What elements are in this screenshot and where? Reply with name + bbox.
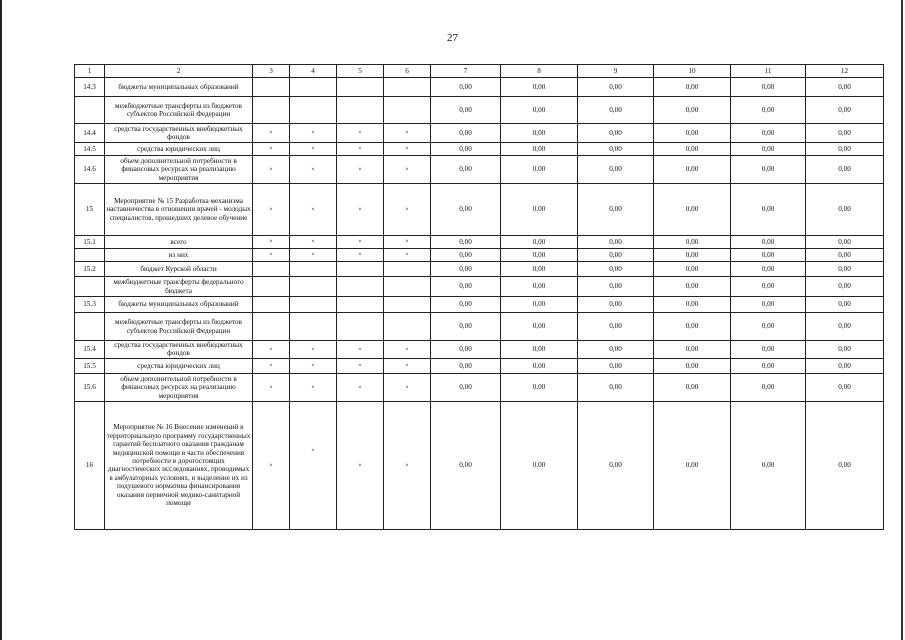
cross-mark-cell [384,97,431,124]
table-row [75,249,884,262]
amount-cell: 0,00 [654,262,731,277]
amount-cell: 0,00 [731,277,806,297]
amount-cell: 0,00 [654,401,731,529]
cross-mark: × [405,130,409,137]
row-description: бюджет Курской области [105,262,253,277]
cross-mark-cell [337,313,384,341]
page-number: 27 [447,32,458,44]
cross-mark: × [269,363,273,370]
row-number [75,249,105,262]
table-row [75,401,884,529]
page-edge-right [901,0,903,640]
cross-mark: × [311,346,315,353]
cross-mark: × [405,239,409,246]
row-description: межбюджетные трансферты федерального бюджета [105,277,253,297]
cross-mark: × [269,206,273,213]
cross-mark-cell [290,262,337,277]
amount-cell: 0,00 [431,373,501,401]
row-description: объем дополнительной потребности в финансовых ресурсах на реализацию мероприятия [105,373,253,401]
row-description: бюджеты муниципальных образований [105,297,253,313]
cross-mark-cell [290,124,337,143]
cross-mark-cell [337,262,384,277]
amount-cell: 0,00 [578,297,654,313]
amount-cell: 0,00 [654,184,731,236]
cross-mark-cell [337,373,384,401]
cross-mark: × [358,346,362,353]
cross-mark-cell [253,297,290,313]
amount-cell: 0,00 [654,297,731,313]
amount-cell: 0,00 [731,97,806,124]
amount-cell: 0,00 [731,297,806,313]
cross-mark: × [405,462,409,469]
amount-cell: 0,00 [501,358,578,373]
amount-cell: 0,00 [578,78,654,97]
amount-cell: 0,00 [431,124,501,143]
amount-cell: 0,00 [731,313,806,341]
row-number: 16 [75,401,105,529]
column-header: 8 [501,65,578,78]
amount-cell: 0,00 [431,297,501,313]
amount-cell: 0,00 [431,156,501,184]
cross-mark-cell [384,401,431,529]
cross-mark-cell [337,78,384,97]
cross-mark: × [311,239,315,246]
amount-cell: 0,00 [731,156,806,184]
row-description: Мероприятие № 16 Внесение изменений в территориальную программу государственных гарантий бесплатного оказания гражданам медицинской помощи в части обеспечения потребности в дорогостоящих диагностических исследованиях, проводимых в амбулаторных условиях, и выделение их из подушевого норматива финансирования оказания первичной медико-санитарной помощи [105,401,253,529]
cross-mark-cell [290,358,337,373]
cross-mark: × [405,206,409,213]
amount-cell: 0,00 [731,401,806,529]
amount-cell: 0,00 [501,124,578,143]
table-row [75,313,884,341]
cross-mark: × [358,384,362,391]
amount-cell: 0,00 [501,401,578,529]
amount-cell: 0,00 [654,249,731,262]
cross-mark-cell [384,297,431,313]
table-row [75,373,884,401]
table-row [75,341,884,359]
row-number: 15.3 [75,297,105,313]
amount-cell: 0,00 [654,236,731,249]
row-description: из них [105,249,253,262]
amount-cell: 0,00 [501,373,578,401]
amount-cell: 0,00 [431,236,501,249]
cross-mark-cell [384,78,431,97]
row-description: средства юридических лиц [105,358,253,373]
amount-cell: 0,00 [806,401,884,529]
column-header: 6 [384,65,431,78]
amount-cell: 0,00 [806,184,884,236]
column-header: 7 [431,65,501,78]
cross-mark: × [311,206,315,213]
cross-mark-cell [253,124,290,143]
table-body [75,65,884,530]
amount-cell: 0,00 [578,124,654,143]
amount-cell: 0,00 [501,341,578,359]
amount-cell: 0,00 [578,277,654,297]
row-number: 15.6 [75,373,105,401]
amount-cell: 0,00 [806,97,884,124]
amount-cell: 0,00 [501,262,578,277]
row-number: 14.3 [75,78,105,97]
cross-mark-cell [253,184,290,236]
row-description: всего [105,236,253,249]
amount-cell: 0,00 [578,262,654,277]
cross-mark: × [311,448,315,455]
amount-cell: 0,00 [731,78,806,97]
row-description: средства юридических лиц [105,143,253,156]
cross-mark: × [358,239,362,246]
cross-mark: × [358,130,362,137]
amount-cell: 0,00 [806,143,884,156]
column-header: 12 [806,65,884,78]
table-row [75,124,884,143]
cross-mark: × [269,384,273,391]
row-number: 15.4 [75,341,105,359]
amount-cell: 0,00 [654,313,731,341]
cross-mark-cell [337,184,384,236]
cross-mark-cell [384,124,431,143]
amount-cell: 0,00 [806,124,884,143]
cross-mark-cell [290,156,337,184]
cross-mark: × [405,384,409,391]
cross-mark-cell [384,156,431,184]
amount-cell: 0,00 [731,236,806,249]
cross-mark-cell [384,358,431,373]
cross-mark: × [269,239,273,246]
cross-mark-cell [337,297,384,313]
amount-cell: 0,00 [431,277,501,297]
amount-cell: 0,00 [654,143,731,156]
amount-cell: 0,00 [806,262,884,277]
cross-mark-cell [253,277,290,297]
row-number: 15.2 [75,262,105,277]
table-row [75,184,884,236]
cross-mark-cell [337,277,384,297]
amount-cell: 0,00 [806,313,884,341]
cross-mark-cell [290,184,337,236]
cross-mark: × [269,346,273,353]
amount-cell: 0,00 [654,373,731,401]
amount-cell: 0,00 [578,249,654,262]
column-header: 1 [75,65,105,78]
cross-mark-cell [384,143,431,156]
cross-mark-cell [337,358,384,373]
amount-cell: 0,00 [431,143,501,156]
cross-mark-cell [290,313,337,341]
amount-cell: 0,00 [806,373,884,401]
cross-mark: × [358,146,362,153]
cross-mark-cell [384,262,431,277]
cross-mark-cell [253,249,290,262]
cross-mark: × [269,462,273,469]
cross-mark-cell [290,341,337,359]
column-header: 4 [290,65,337,78]
cross-mark: × [311,252,315,259]
table-row [75,297,884,313]
amount-cell: 0,00 [578,184,654,236]
cross-mark-cell [253,358,290,373]
table-row [75,236,884,249]
amount-cell: 0,00 [654,277,731,297]
amount-cell: 0,00 [806,358,884,373]
amount-cell: 0,00 [806,249,884,262]
cross-mark: × [405,346,409,353]
row-number: 15 [75,184,105,236]
row-description: средства государственных внебюджетных фондов [105,341,253,359]
cross-mark-cell [253,97,290,124]
table-row [75,143,884,156]
table-row [75,97,884,124]
row-description: межбюджетные трансферты из бюджетов субъектов Российской Федерации [105,313,253,341]
column-header: 5 [337,65,384,78]
cross-mark-cell [290,97,337,124]
cross-mark-cell [384,249,431,262]
amount-cell: 0,00 [501,313,578,341]
cross-mark-cell [384,373,431,401]
column-header: 3 [253,65,290,78]
amount-cell: 0,00 [578,341,654,359]
page-edge-left [0,0,2,640]
column-header: 11 [731,65,806,78]
cross-mark-cell [337,341,384,359]
amount-cell: 0,00 [654,341,731,359]
cross-mark-cell [337,249,384,262]
cross-mark-cell [337,236,384,249]
cross-mark-cell [290,249,337,262]
amount-cell: 0,00 [578,156,654,184]
column-header: 9 [578,65,654,78]
amount-cell: 0,00 [731,124,806,143]
cross-mark-cell [384,277,431,297]
amount-cell: 0,00 [431,358,501,373]
cross-mark-cell [253,373,290,401]
amount-cell: 0,00 [431,341,501,359]
amount-cell: 0,00 [578,373,654,401]
amount-cell: 0,00 [578,236,654,249]
amount-cell: 0,00 [731,341,806,359]
table-row [75,358,884,373]
amount-cell: 0,00 [578,313,654,341]
cross-mark-cell [290,277,337,297]
amount-cell: 0,00 [501,236,578,249]
amount-cell: 0,00 [578,358,654,373]
amount-cell: 0,00 [806,78,884,97]
cross-mark-cell [337,156,384,184]
row-description: объем дополнительной потребности в финансовых ресурсах на реализацию мероприятия [105,156,253,184]
cross-mark-cell [337,401,384,529]
cross-mark-cell [253,143,290,156]
amount-cell: 0,00 [501,297,578,313]
amount-cell: 0,00 [578,143,654,156]
amount-cell: 0,00 [431,401,501,529]
amount-cell: 0,00 [431,97,501,124]
amount-cell: 0,00 [806,236,884,249]
amount-cell: 0,00 [431,262,501,277]
cross-mark-cell [253,341,290,359]
amount-cell: 0,00 [654,78,731,97]
amount-cell: 0,00 [501,78,578,97]
cross-mark-cell [337,124,384,143]
amount-cell: 0,00 [806,156,884,184]
table-row [75,156,884,184]
cross-mark: × [358,206,362,213]
amount-cell: 0,00 [578,97,654,124]
column-header: 10 [654,65,731,78]
cross-mark: × [269,252,273,259]
amount-cell: 0,00 [431,78,501,97]
cross-mark: × [405,252,409,259]
amount-cell: 0,00 [501,249,578,262]
cross-mark-cell [290,143,337,156]
amount-cell: 0,00 [431,249,501,262]
table-row [75,277,884,297]
cross-mark: × [311,363,315,370]
cross-mark: × [311,384,315,391]
row-number [75,277,105,297]
table-row [75,78,884,97]
cross-mark-cell [290,401,337,529]
cross-mark: × [311,166,315,173]
amount-cell: 0,00 [654,124,731,143]
amount-cell: 0,00 [431,313,501,341]
row-number: 14.4 [75,124,105,143]
row-number: 15.1 [75,236,105,249]
cross-mark: × [358,166,362,173]
cross-mark: × [269,146,273,153]
budget-table [74,64,884,530]
cross-mark: × [311,146,315,153]
row-number: 14.6 [75,156,105,184]
cross-mark-cell [290,297,337,313]
cross-mark-cell [253,401,290,529]
cross-mark: × [269,130,273,137]
row-description: бюджеты муниципальных образований [105,78,253,97]
row-description: Мероприятие № 15 Разработка механизма наставничества в отношении врачей - молодых специалистов, прошедших целевое обучение [105,184,253,236]
row-description: средства государственных внебюджетных фондов [105,124,253,143]
cross-mark: × [405,146,409,153]
amount-cell: 0,00 [806,277,884,297]
cross-mark-cell [337,143,384,156]
table-header-row [75,65,884,78]
row-description: межбюджетные трансферты из бюджетов субъектов Российской Федерации [105,97,253,124]
cross-mark-cell [290,373,337,401]
cross-mark-cell [384,184,431,236]
amount-cell: 0,00 [501,184,578,236]
cross-mark: × [405,166,409,173]
cross-mark-cell [384,313,431,341]
cross-mark-cell [253,236,290,249]
cross-mark-cell [290,236,337,249]
cross-mark-cell [337,97,384,124]
column-header: 2 [105,65,253,78]
amount-cell: 0,00 [731,262,806,277]
amount-cell: 0,00 [731,358,806,373]
amount-cell: 0,00 [654,358,731,373]
cross-mark-cell [253,78,290,97]
amount-cell: 0,00 [731,249,806,262]
cross-mark: × [269,166,273,173]
cross-mark: × [358,252,362,259]
row-number [75,313,105,341]
cross-mark-cell [253,262,290,277]
row-number [75,97,105,124]
amount-cell: 0,00 [501,277,578,297]
amount-cell: 0,00 [731,184,806,236]
amount-cell: 0,00 [731,373,806,401]
table-row [75,262,884,277]
row-number: 15.5 [75,358,105,373]
amount-cell: 0,00 [654,97,731,124]
cross-mark: × [405,363,409,370]
amount-cell: 0,00 [431,184,501,236]
amount-cell: 0,00 [806,341,884,359]
cross-mark: × [358,462,362,469]
amount-cell: 0,00 [501,156,578,184]
amount-cell: 0,00 [731,143,806,156]
cross-mark-cell [253,313,290,341]
amount-cell: 0,00 [578,401,654,529]
cross-mark-cell [253,156,290,184]
amount-cell: 0,00 [501,97,578,124]
amount-cell: 0,00 [654,156,731,184]
cross-mark-cell [290,78,337,97]
cross-mark: × [311,130,315,137]
cross-mark-cell [384,236,431,249]
cross-mark-cell [384,341,431,359]
amount-cell: 0,00 [806,297,884,313]
row-number: 14.5 [75,143,105,156]
cross-mark: × [358,363,362,370]
amount-cell: 0,00 [501,143,578,156]
